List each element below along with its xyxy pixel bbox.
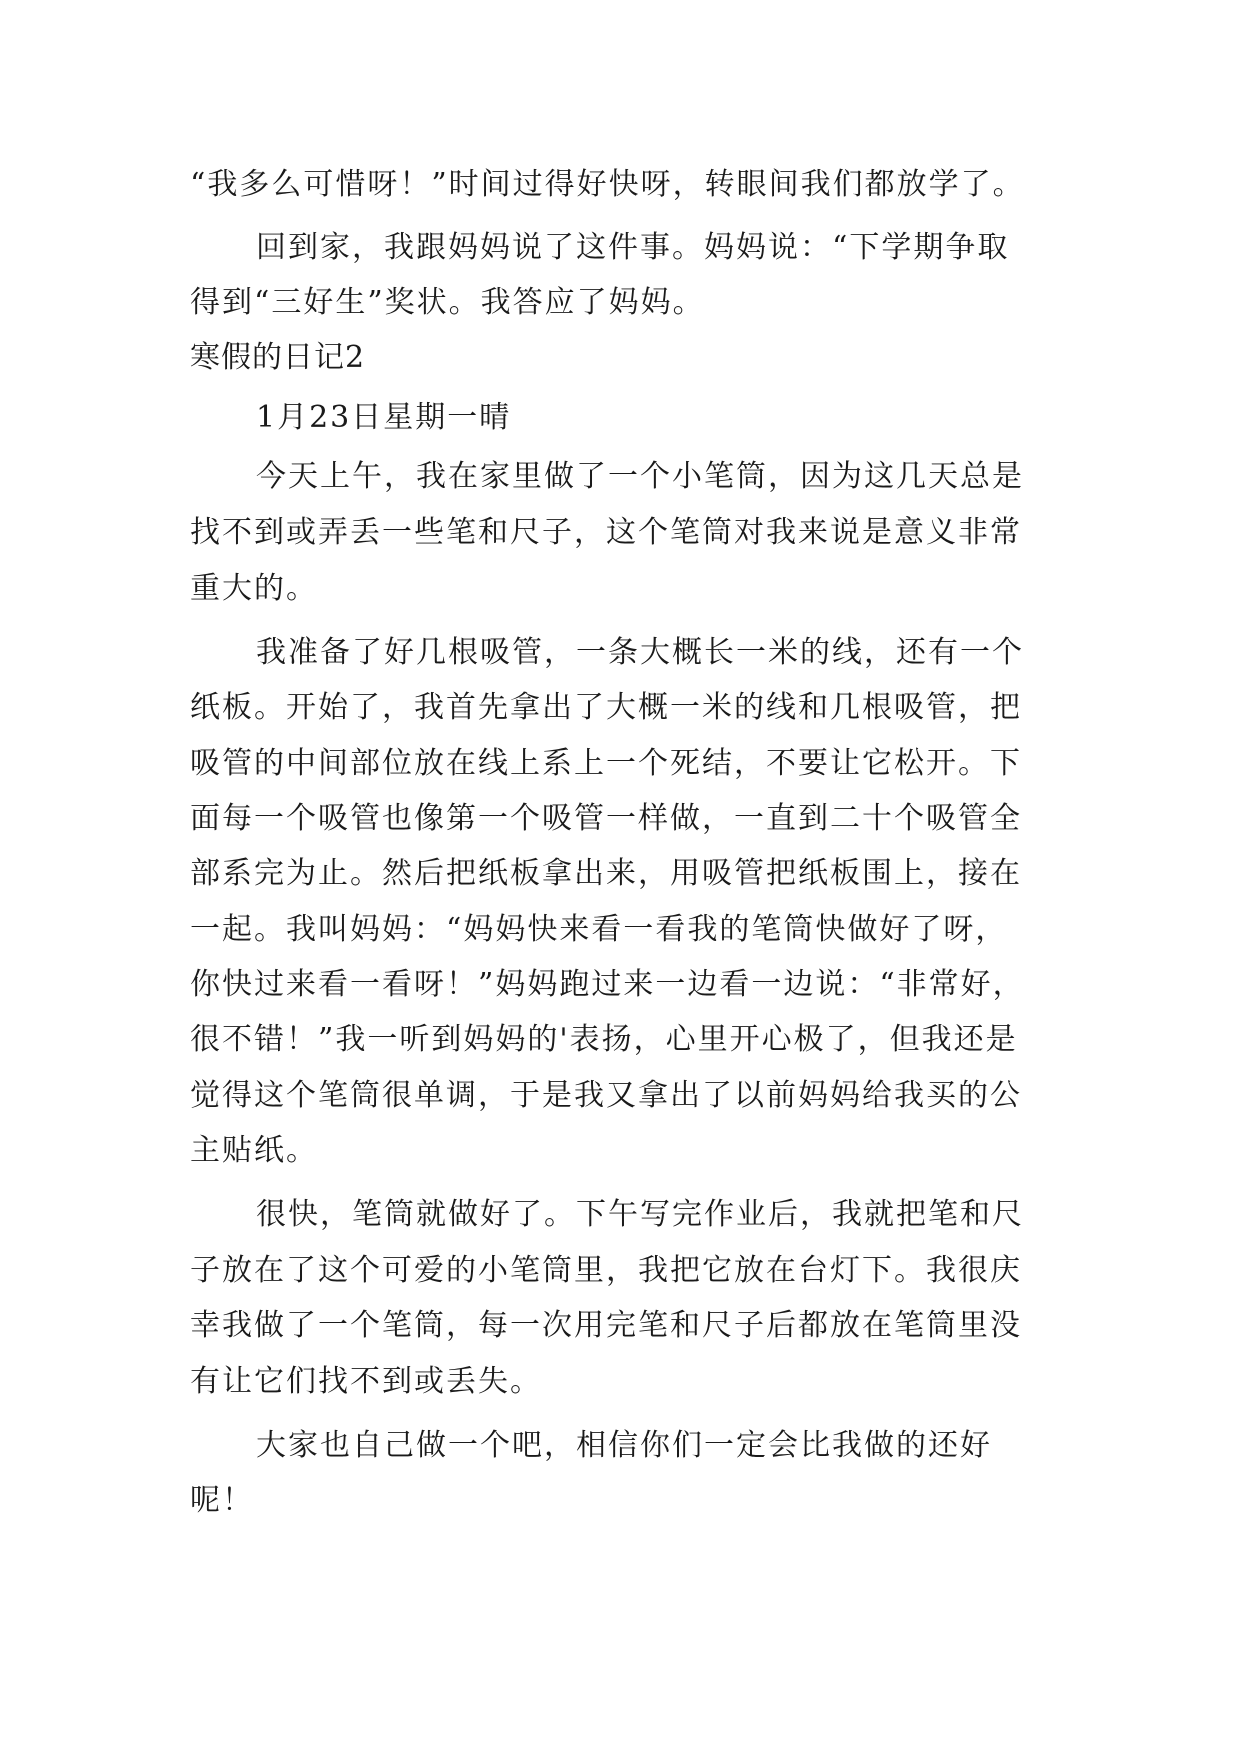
text-line-1: “我多么可惜呀！”时间过得好快呀，转眼间我们都放学了。 xyxy=(190,167,1025,202)
text-line-20: 子放在了这个可爱的小笔筒里，我把它放在台灯下。我很庆 xyxy=(190,1253,1022,1288)
text-line-21: 幸我做了一个笔筒，每一次用完笔和尺子后都放在笔筒里没 xyxy=(190,1308,1022,1343)
text-line-16: 很不错！”我一听到妈妈的'表扬，心里开心极了，但我还是 xyxy=(190,1022,1018,1057)
text-line-11: 吸管的中间部位放在线上系上一个死结，不要让它松开。下 xyxy=(190,746,1022,781)
text-line-3: 得到“三好生”奖状。我答应了妈妈。 xyxy=(190,285,705,320)
text-line-10: 纸板。开始了，我首先拿出了大概一米的线和几根吸管，把 xyxy=(190,690,1022,725)
text-line-22: 有让它们找不到或丢失。 xyxy=(190,1364,542,1399)
section-heading: 寒假的日记2 xyxy=(190,340,366,375)
date-line: 1月23日星期一晴 xyxy=(256,400,512,435)
text-line-12: 面每一个吸管也像第一个吸管一样做，一直到二十个吸管全 xyxy=(190,801,1022,836)
text-line-18: 主贴纸。 xyxy=(190,1133,318,1168)
text-line-8: 重大的。 xyxy=(190,571,318,606)
text-line-7: 找不到或弄丢一些笔和尺子，这个笔筒对我来说是意义非常 xyxy=(190,515,1022,550)
text-line-13: 部系完为止。然后把纸板拿出来，用吸管把纸板围上，接在 xyxy=(190,856,1022,891)
text-line-19: 很快，笔筒就做好了。下午写完作业后，我就把笔和尺 xyxy=(256,1197,1024,1232)
text-line-2: 回到家，我跟妈妈说了这件事。妈妈说：“下学期争取 xyxy=(256,230,1010,265)
text-line-24: 呢！ xyxy=(190,1483,254,1518)
text-line-14: 一起。我叫妈妈：“妈妈快来看一看我的笔筒快做好了呀， xyxy=(190,912,1008,947)
text-line-6: 今天上午，我在家里做了一个小笔筒，因为这几天总是 xyxy=(256,459,1024,494)
text-line-15: 你快过来看一看呀！”妈妈跑过来一边看一边说：“非常好， xyxy=(190,967,1025,1002)
text-line-23: 大家也自己做一个吧，相信你们一定会比我做的还好 xyxy=(256,1428,992,1463)
text-line-9: 我准备了好几根吸管，一条大概长一米的线，还有一个 xyxy=(256,635,1024,670)
text-line-17: 觉得这个笔筒很单调，于是我又拿出了以前妈妈给我买的公 xyxy=(190,1078,1022,1113)
